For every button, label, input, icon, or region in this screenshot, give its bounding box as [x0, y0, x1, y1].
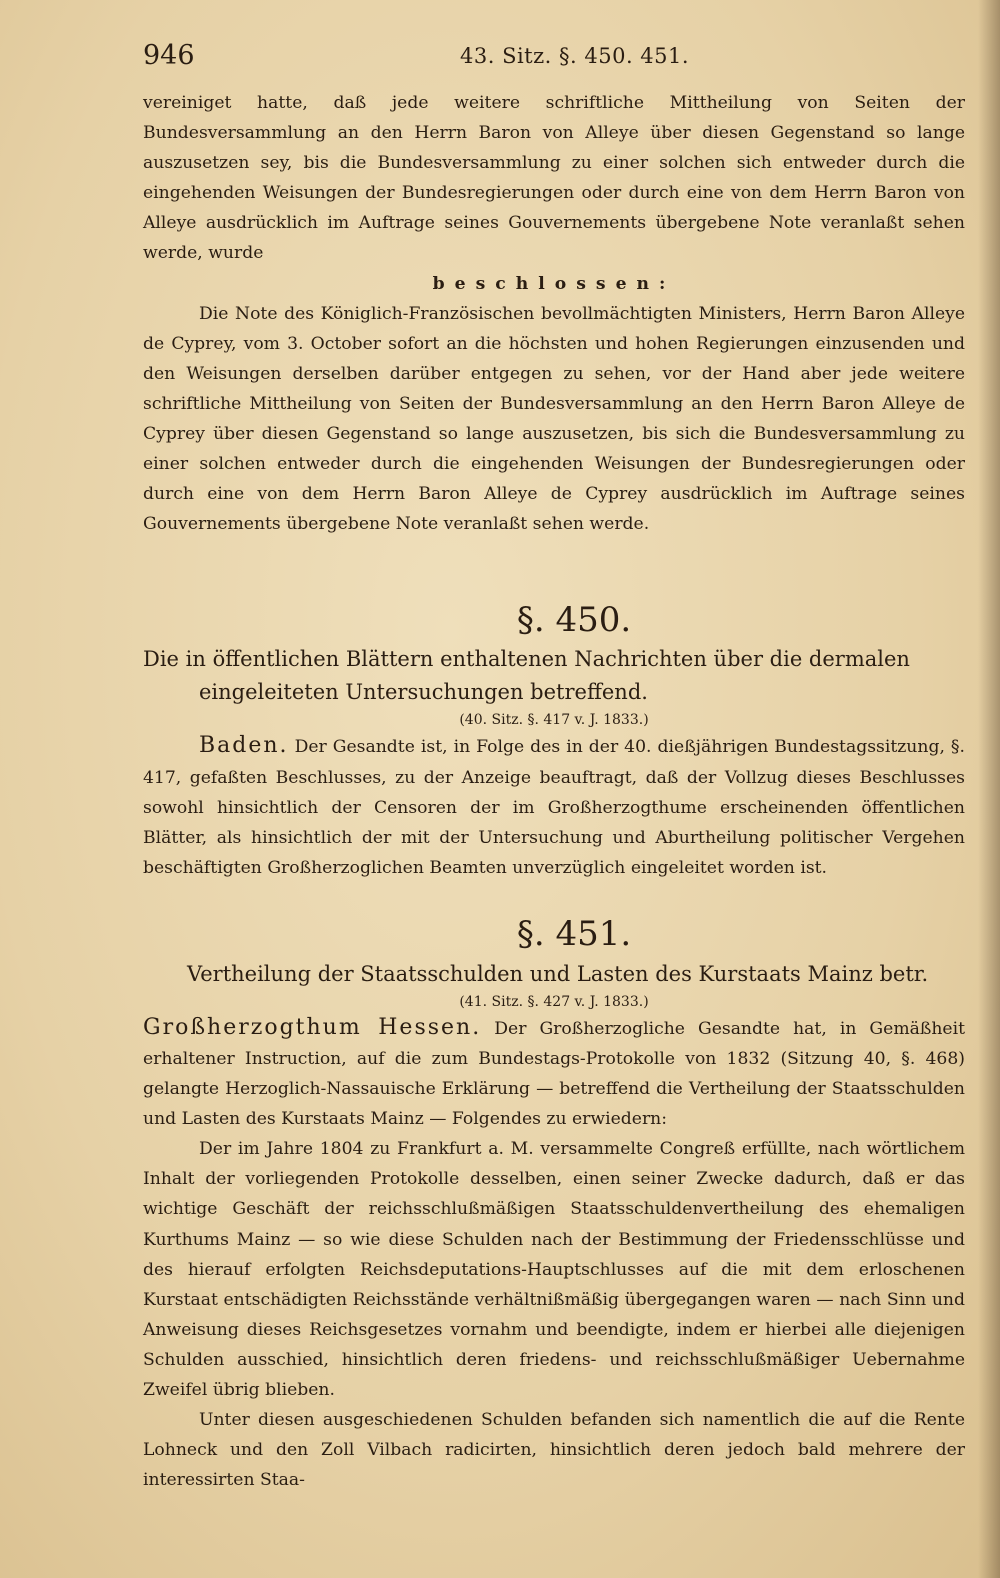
section-451-state: Großherzogthum Hessen. [143, 1014, 482, 1040]
page-header [140, 40, 960, 80]
section-451-title: Vertheilung der Staatsschulden und Lasten des Kurstaats Mainz betr. [187, 961, 929, 986]
section-450-state: Baden. [199, 733, 289, 759]
section-450-citation: (40. Sitz. §. 417 v. J. 1833.) [459, 712, 649, 729]
section-451-paragraph-2: Der im Jahre 1804 zu Frankfurt a. M. versammelte Congreß erfüllte, nach wörtlichem Inhalt der vorliegenden Protokolle desselben, einen seiner Zwecke dadurch, daß er das wichtige Geschäft der reichsschlußmäßigen Staatsschuldenvertheilung des ehemaligen Kurthums Mainz — so wie diese Schulden nach der Bestimmung der Friedensschlüsse und des hierauf erfolgten Reichsdeputations-Hauptschlusses auf die mit dem erloschenen Kurstaat entschädigten Reichsstände verhältnißmäßig übergegangen waren — nach Sinn und Anweisung dieses Reichsgesetzes vornahm und beendigte, indem er hierbei alle diejenigen Schulden ausschied, hinsichtlich deren friedens- und reichsschlußmäßiger Uebernahme Zweifel übrig blieben. [143, 1139, 965, 1400]
spacer [143, 883, 965, 911]
page-edge-shadow [978, 0, 1000, 1578]
section-451-text: Der Großherzogliche Gesandte hat, in Gemäßheit erhaltener Instruction, auf die zum Bundestags-Protokolle von 1832 (Sitzung 40, §. 468) gelangte Herzoglich-Nassauische Erklärung — betreffend die Vertheilung der Staatsschulden und Lasten des Kurstaats Mainz — Folgendes zu erwiedern: [143, 1018, 965, 1130]
beschlossen-heading: beschlossen: [432, 273, 676, 294]
section-450-paragraph [143, 731, 965, 882]
section-451-number: §. 451. [516, 913, 632, 954]
section-451-paragraph-3: Unter diesen ausgeschiedenen Schulden befanden sich namentlich die auf die Rente Lohneck und den Zoll Vilbach radicirten, hinsichtlich deren jedoch bald mehrere der interessirten Staa- [143, 1410, 965, 1491]
running-title: 43. Sitz. §. 450. 451. [460, 44, 690, 68]
section-451-citation: (41. Sitz. §. 427 v. J. 1833.) [459, 993, 649, 1010]
section-450-text: Der Gesandte ist, in Folge des in der 40. dießjährigen Bundestagssitzung, §. 417, gefaßten Beschlusses, zu der Anzeige beauftragt, daß der Vollzug dieses Beschlusses sowohl hinsichtlich der Censoren der im Großherzogthume erscheinenden öffentlichen Blätter, als hinsichtlich der mit der Untersuchung und Aburtheilung politischer Vergehen beschäftigten Großherzoglichen Beamten unverzüglich eingeleitet worden ist. [143, 737, 965, 878]
section-451-paragraph [143, 1013, 965, 1134]
spacer [143, 539, 965, 597]
section-450-title: Die in öffentlichen Blättern enthaltenen Nachrichten über die dermalen eingeleiteten Untersuchungen betreffend. [143, 647, 910, 705]
page-body [143, 88, 965, 1495]
resolution-paragraph: Die Note des Königlich-Französischen bevollmächtigten Ministers, Herrn Baron Alleye de Cyprey, vom 3. October sofort an die höchsten und hohen Regierungen einzusenden und den Weisungen derselben darüber entgegen zu sehen, vor der Hand aber jede weitere schriftliche Mittheilung von Seiten der Bundesversammlung an den Herrn Baron Alleye de Cyprey über diesen Gegenstand so lange auszusetzen, bis sich die Bundesversammlung zu einer solchen entweder durch die eingehenden Weisungen der Bundesregierungen oder durch eine von dem Herrn Baron Alleye de Cyprey ausdrücklich im Auftrage seines Gouvernements übergebene Note veranlaßt sehen werde. [143, 303, 965, 535]
section-450-number: §. 450. [516, 600, 632, 641]
page-number: 946 [143, 40, 195, 71]
intro-paragraph: vereiniget hatte, daß jede weitere schriftliche Mittheilung von Seiten der Bundesversammlung an den Herrn Baron von Alleye über diesen Gegenstand so lange auszusetzen sey, bis die Bundesversammlung zu einer solchen sich entweder durch die eingehenden Weisungen der Bundesregierungen oder durch eine von dem Herrn Baron von Alleye ausdrücklich im Auftrage seines Gouvernements übergebene Note veranlaßt sehen werde, wurde [143, 93, 965, 264]
